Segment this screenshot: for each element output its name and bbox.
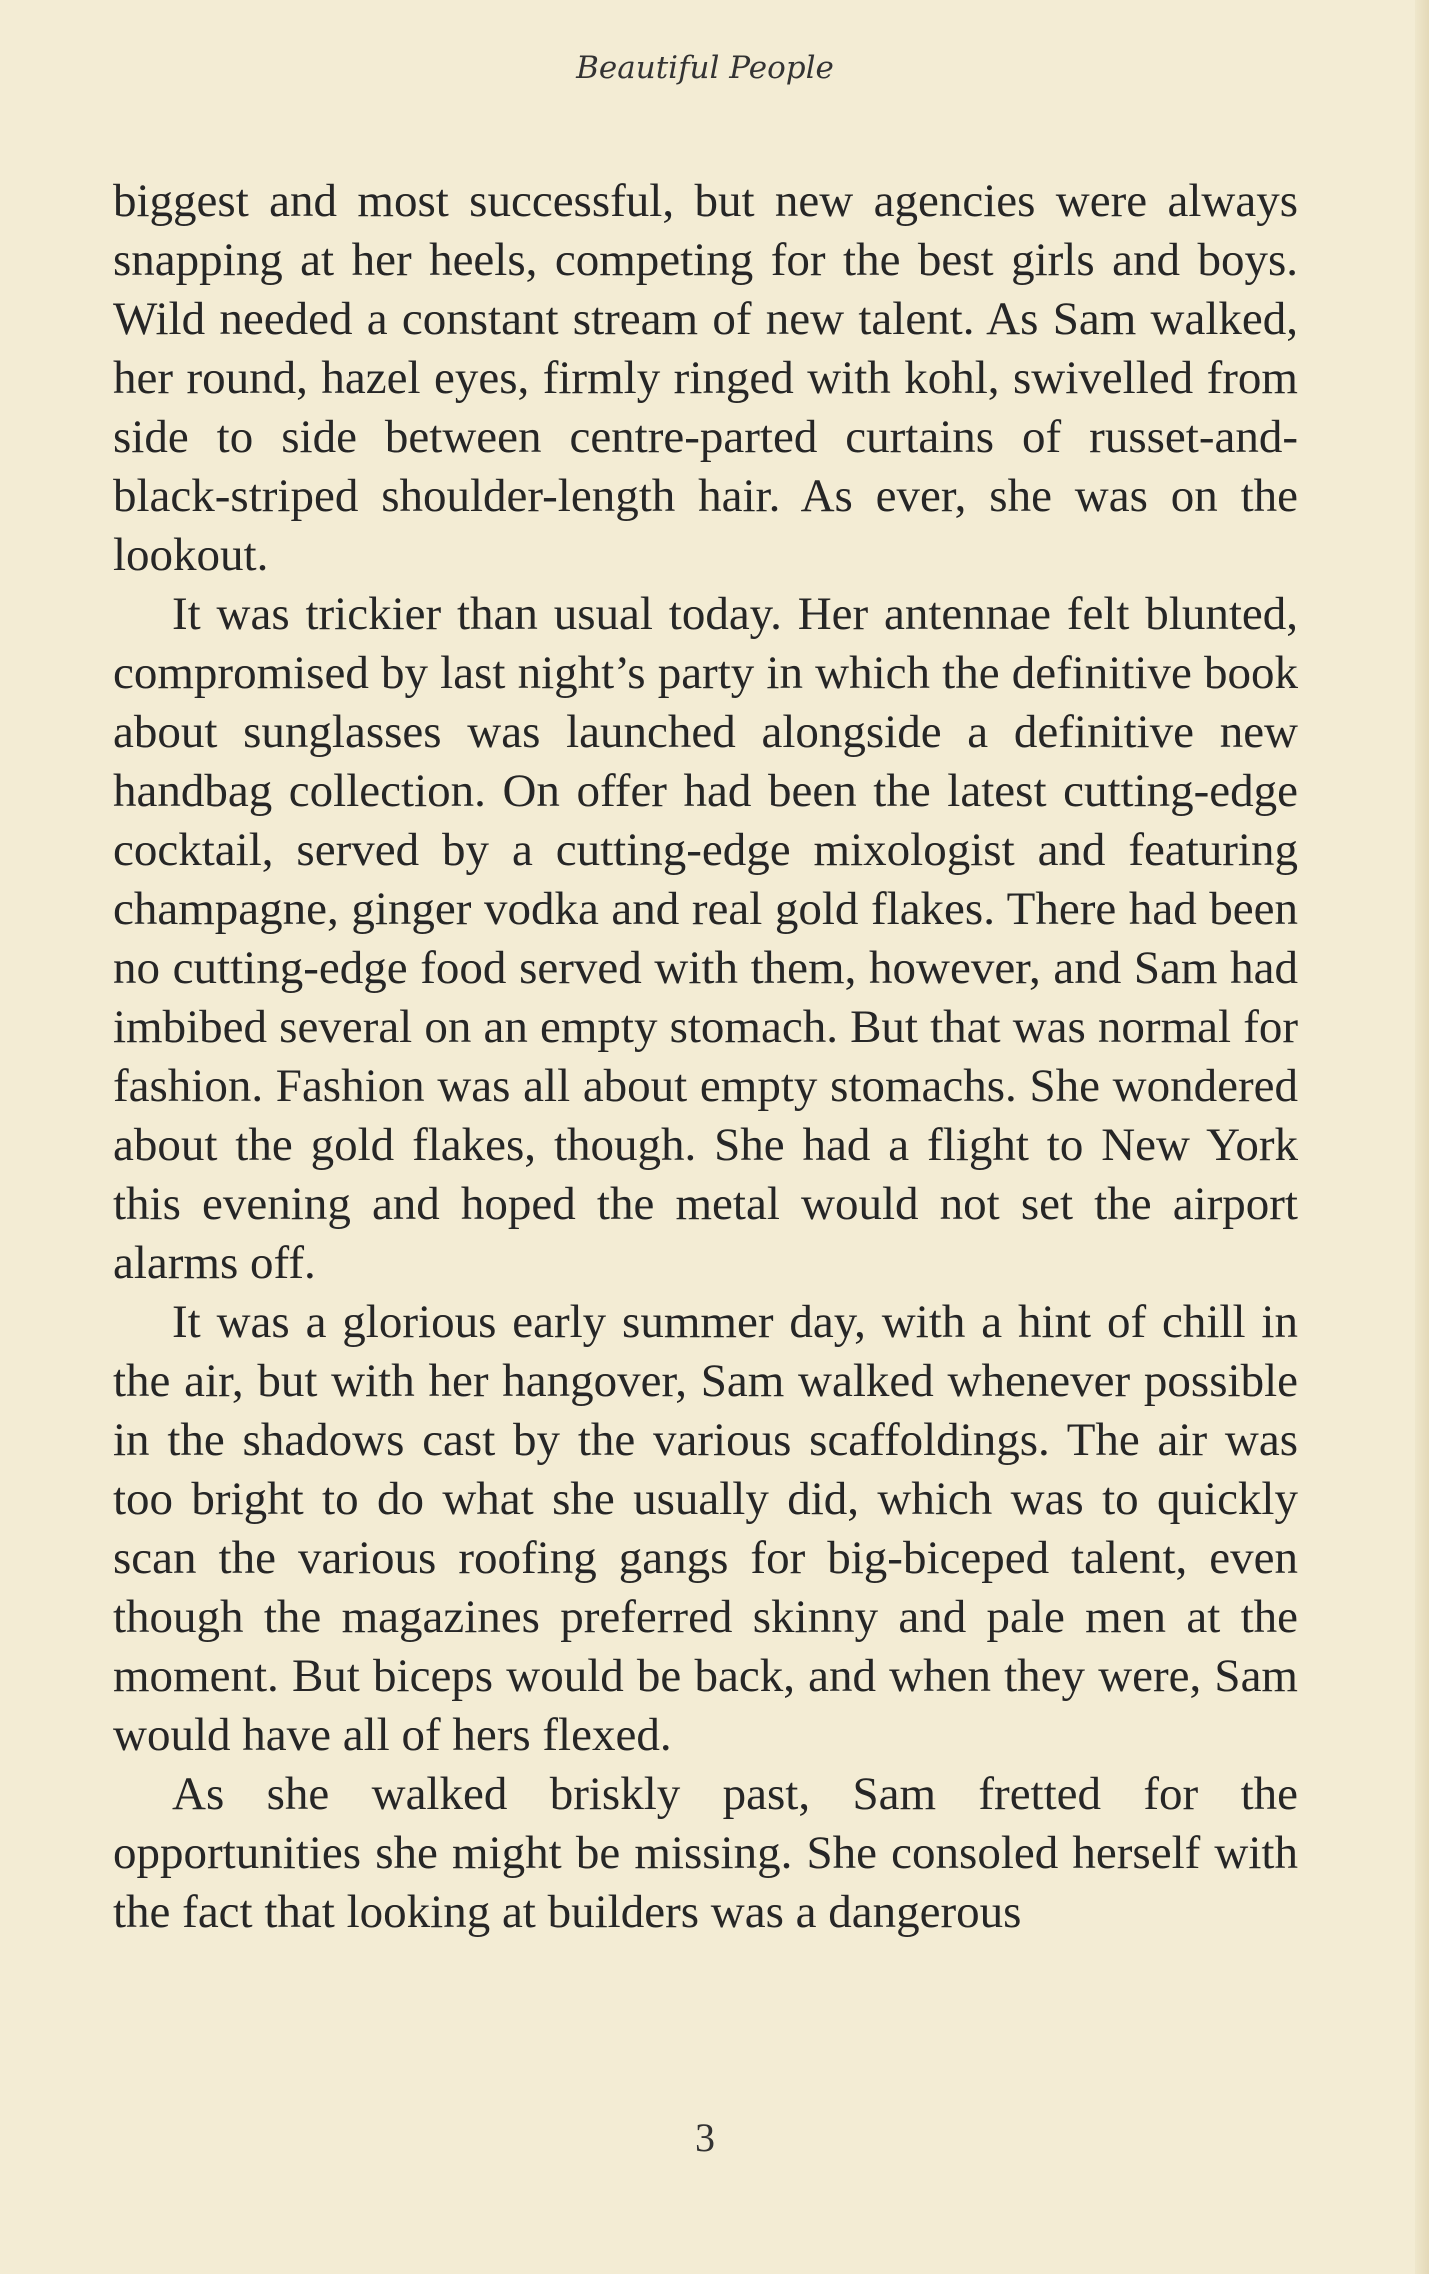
paragraph-4: As she walked briskly past, Sam fretted for the opportunities she might be missing. She consoled herself with the fact that looking at builders was a dangerous [113, 1768, 1298, 1938]
paragraph-1: biggest and most successful, but new agencies were always snapping at her heels, competing for the best girls and boys. Wild needed a constant stream of new talent. As Sam walked, her round, hazel eyes, firmly ringed with kohl, swivelled from side to side between centre-parted curtains of russet-and-black-striped shoulder-length hair. As ever, she was on the lookout. [113, 175, 1298, 581]
page-number: 3 [695, 2115, 715, 2160]
page-edge [1415, 0, 1429, 2274]
running-head: Beautiful People [576, 50, 834, 86]
paragraph-2: It was trickier than usual today. Her antennae felt blunted, compromised by last night’s party in which the definitive book about sunglasses was launched alongside a definitive new handbag collection. On offer had been the latest cutting-edge cocktail, served by a cutting-edge mixologist and featuring champagne, ginger vodka and real gold flakes. There had been no cutting-edge food served with them, however, and Sam had imbibed several on an empty stomach. But that was normal for fashion. Fashion was all about empty stomachs. She wondered about the gold flakes, though. She had a flight to New York this evening and hoped the metal would not set the airport alarms off. [113, 588, 1298, 1289]
body-text [113, 172, 1298, 1942]
paragraph-3: It was a glorious early summer day, with a hint of chill in the air, but with her hangover, Sam walked whenever possible in the shadows cast by the various scaffoldings. The air was too bright to do what she usually did, which was to quickly scan the various roofing gangs for big-biceped talent, even though the magazines preferred skinny and pale men at the moment. But biceps would be back, and when they were, Sam would have all of hers flexed. [113, 1296, 1298, 1761]
